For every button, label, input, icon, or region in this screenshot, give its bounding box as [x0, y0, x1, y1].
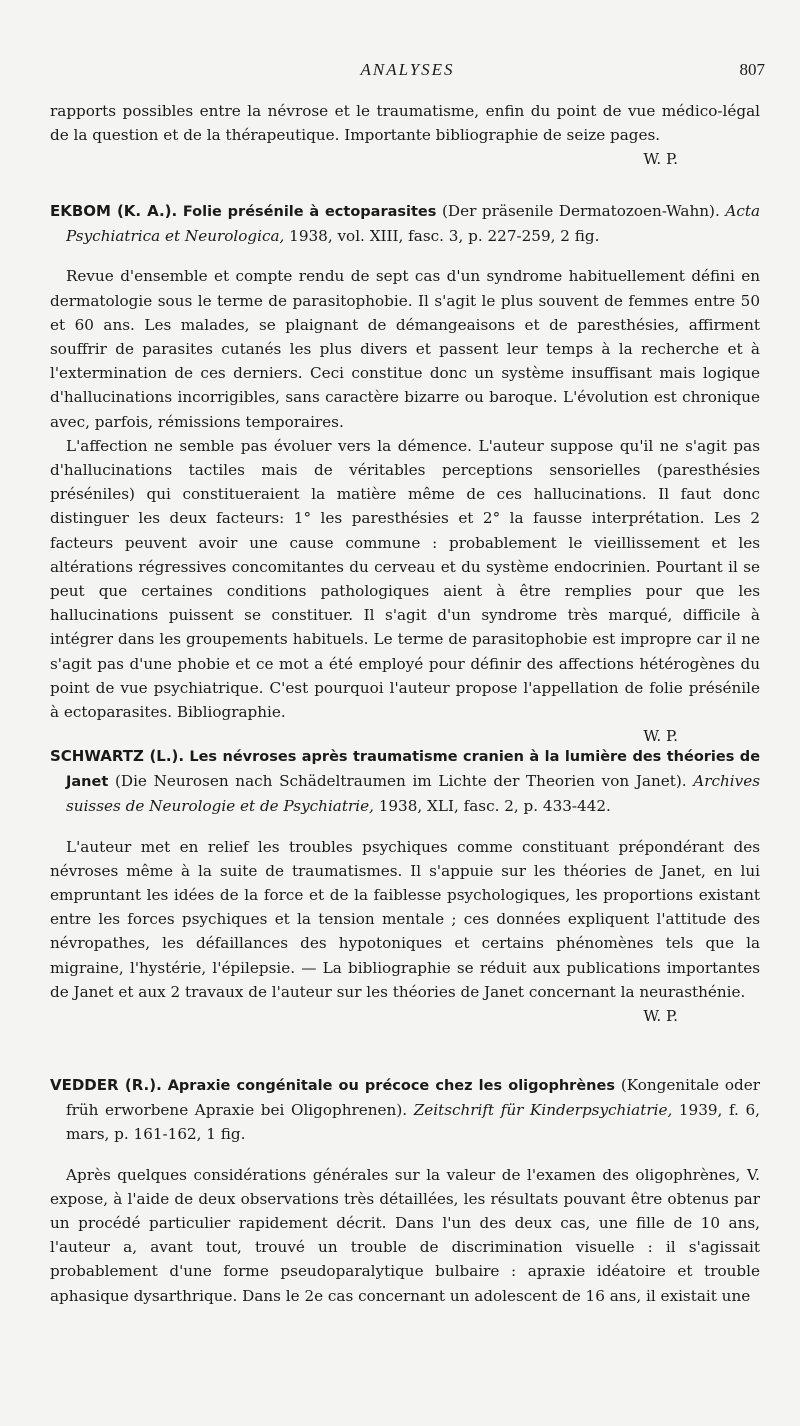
review-title: Les névroses après traumatisme cranien à la lumière des théories de Janet: [66, 749, 761, 791]
continuation-paragraph: rapports possibles entre la névrose et le traumatisme, enfin du point de vue médico-légal de la question et de la thérapeutique. Importante bibliographie de seize pages.: [50, 102, 760, 145]
page-number: 807: [739, 60, 765, 79]
review-journal: Zeitschrift für Kinderpsychiatrie,: [413, 1101, 673, 1120]
signature: W. P.: [643, 1007, 678, 1026]
running-head: [50, 60, 765, 86]
review-paragraph: Revue d'ensemble et compte rendu de sept cas d'un syndrome habituellement défini en dermatologie sous le terme de parasitophobie. Il s'agit le plus souvent de femmes entre 50 et 60 ans. Les malades, se plaignant de démangeaisons et de paresthésies, affirment souffrir de parasites cutanés les plus divers et passent leur temps à la recherche et à l'extermination de ces derniers. Ceci constitue donc un système insuffisant mais logique d'hallucinations incorrigibles, sans caractère bizarre ou baroque. L'évolution est chronique avec, parfois, rémissions temporaires.: [50, 267, 760, 431]
section-title: ANALYSES: [360, 60, 455, 79]
review-journal: Acta Psychiatrica et Neurologica,: [66, 202, 761, 246]
review-paragraph: L'auteur met en relief les troubles psychiques comme constituant prépondérant des névroses même à la suite de traumatismes. Il s'appuie sur les théories de Janet, en lui empruntant les idées de la force et de la faiblesse psychologiques, les proportions existant entre les forces psychiques et la tension mentale ; ces données expliquent l'attitude des névropathes, les défaillances des hypotoniques et certains phénomènes tels que la migraine, l'hystérie, l'épilepsie. — La bibliographie se réduit aux publications importantes de Janet et aux 2 travaux de l'auteur sur les théories de Janet concernant la neurasthénie.: [50, 837, 760, 1001]
review-original-title: (Der präsenile Dermatozoen-Wahn).: [441, 202, 720, 220]
continuation-block: [50, 99, 760, 172]
review-author: EKBOM (K. A.).: [50, 202, 178, 220]
review-title: Apraxie congénitale ou précoce chez les oligophrènes: [167, 1078, 615, 1094]
review-original-title: (Kongenitale oder früh erworbene Apraxie bei Oligophrenen).: [66, 1076, 761, 1120]
review-citation: 1939, f. 6, mars, p. 161-162, 1 fig.: [66, 1101, 760, 1144]
signature: W. P.: [643, 727, 678, 746]
signature: W. P.: [643, 150, 678, 169]
review-heading: [50, 1073, 760, 1147]
review-paragraph: L'affection ne semble pas évoluer vers la démence. L'auteur suppose qu'il ne s'agit pas d'hallucinations tactiles mais de véritables perceptions sensorielles (paresthésies préséniles) qui constitueraient la matière même de ces hallucinations. Il faut donc distinguer les deux facteurs: 1° les paresthésies et 2° la fausse interprétation. Les 2 facteurs peuvent avoir une cause commune : probablement le vieillissement et les altérations régressives concomitantes du cerveau et du système endocrinien. Pourtant il se peut que certaines conditions pathologiques aient à être remplies pour que les hallucinations puissent se constituer. Il s'agit d'un syndrome très marqué, difficile à intégrer dans les groupements habituels. Le terme de parasitophobie est impropre car il ne s'agit pas d'une phobie et ce mot a été employé pour définir des affections hétérogènes du point de vue psychiatrique. C'est pourquoi l'auteur propose l'appellation de folie présénile à ectoparasites. Bibliographie.: [50, 436, 760, 722]
review-original-title: (Die Neurosen nach Schädeltraumen im Lichte der Theorien von Janet).: [114, 772, 687, 791]
review-schwartz: [50, 744, 760, 1028]
review-title: Folie présénile à ectoparasites: [182, 204, 437, 220]
review-citation: 1938, XLI, fasc. 2, p. 433-442.: [378, 797, 611, 816]
review-ekbom: [50, 199, 760, 748]
review-journal: Archives suisses de Neurologie et de Psychiatrie,: [66, 772, 761, 816]
review-author: SCHWARTZ (L.).: [50, 747, 185, 765]
review-heading: [50, 744, 760, 819]
review-citation: 1938, vol. XIII, fasc. 3, p. 227-259, 2 fig.: [289, 227, 600, 246]
review-heading: [50, 199, 760, 248]
review-vedder: [50, 1073, 760, 1308]
review-author: VEDDER (R.).: [50, 1076, 162, 1094]
review-paragraph: Après quelques considérations générales sur la valeur de l'examen des oligophrènes, V. expose, à l'aide de deux observations très détaillées, les résultats pouvant être obtenus par un procédé particulier rapidement décrit. Dans l'un des deux cas, une fille de 10 ans, l'auteur a, avant tout, trouvé un trouble de discrimination visuelle : il s'agissait probablement d'une forme pseudoparalytique bulbaire : apraxie idéatoire et trouble aphasique dysarthrique. Dans le 2e cas concernant un adolescent de 16 ans, il existait une: [50, 1165, 760, 1305]
